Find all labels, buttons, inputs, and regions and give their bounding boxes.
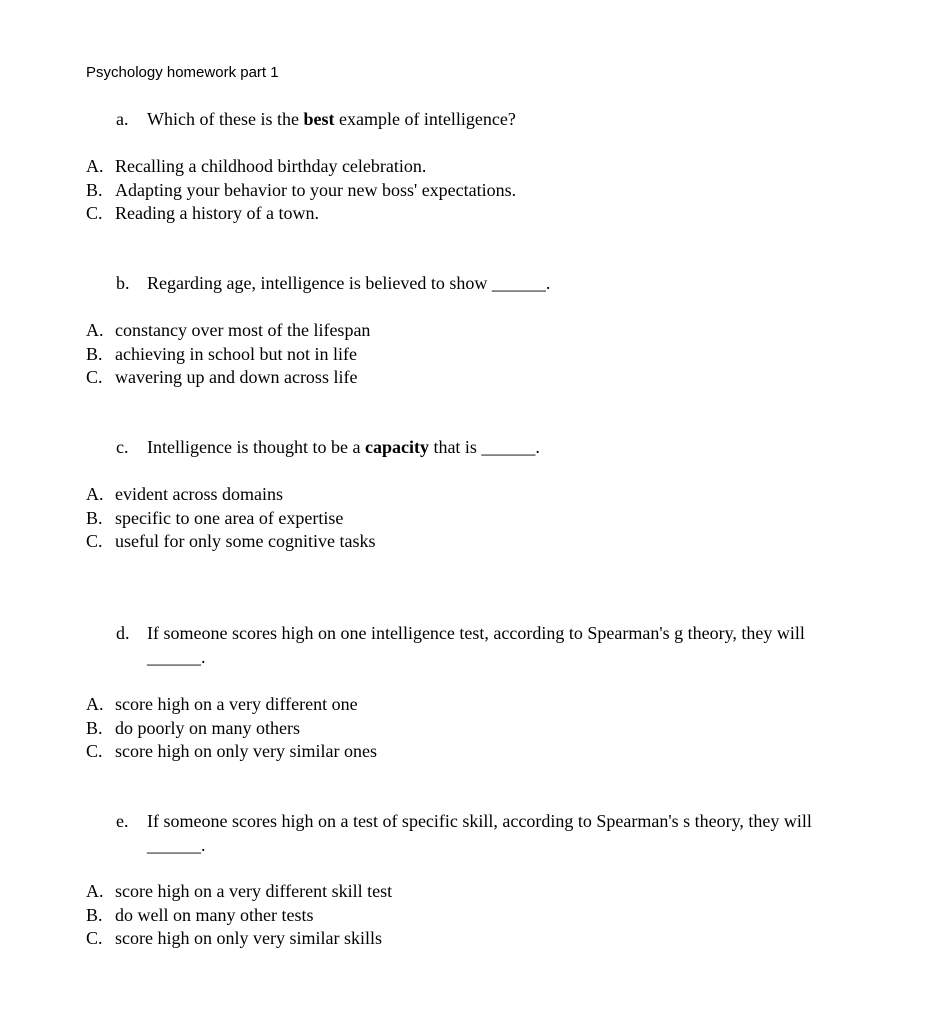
options-d: [86, 693, 377, 764]
options-b: [86, 319, 370, 390]
option-a-a: A. Recalling a childhood birthday celebration.: [86, 156, 427, 176]
option-c-c: C. useful for only some cognitive tasks: [86, 531, 376, 551]
option-d-b: B. do poorly on many others: [86, 717, 300, 738]
option-c-b: B. specific to one area of expertise: [86, 507, 344, 528]
question-label: d.: [116, 623, 130, 643]
options-a: [86, 155, 516, 226]
option-b-b: B. achieving in school but not in life: [86, 343, 357, 364]
question-text: If someone scores high on one intelligence test, according to Spearman's g theory, they will ______.: [147, 623, 805, 667]
option-e-b: B. do well on many other tests: [86, 904, 314, 925]
options-c: [86, 483, 375, 554]
question-label: b.: [116, 273, 130, 293]
question-label: a.: [116, 109, 129, 129]
options-e: [86, 880, 392, 951]
option-e-a: A. score high on a very different skill test: [86, 881, 393, 901]
question-c: [116, 436, 876, 460]
question-text: If someone scores high on a test of specific skill, according to Spearman's s theory, they will ______.: [147, 811, 812, 855]
option-b-a: A. constancy over most of the lifespan: [86, 320, 371, 340]
question-text: Which of these is the best example of intelligence?: [147, 109, 516, 129]
option-e-c: C. score high on only very similar skills: [86, 928, 382, 948]
question-label: e.: [116, 811, 129, 831]
page-title: Psychology homework part 1: [86, 64, 279, 81]
option-a-b: B. Adapting your behavior to your new boss' expectations.: [86, 179, 517, 200]
option-c-a: A. evident across domains: [86, 484, 283, 504]
question-b: [116, 272, 876, 296]
question-a: [116, 108, 876, 132]
question-text: Intelligence is thought to be a capacity that is ______.: [147, 437, 540, 457]
option-d-c: C. score high on only very similar ones: [86, 741, 377, 761]
question-e: [116, 810, 866, 857]
option-a-c: C. Reading a history of a town.: [86, 203, 319, 223]
option-d-a: A. score high on a very different one: [86, 694, 358, 714]
question-d: [116, 622, 856, 669]
question-label: c.: [116, 437, 129, 457]
question-text: Regarding age, intelligence is believed to show ______.: [147, 273, 551, 293]
option-b-c: C. wavering up and down across life: [86, 367, 358, 387]
